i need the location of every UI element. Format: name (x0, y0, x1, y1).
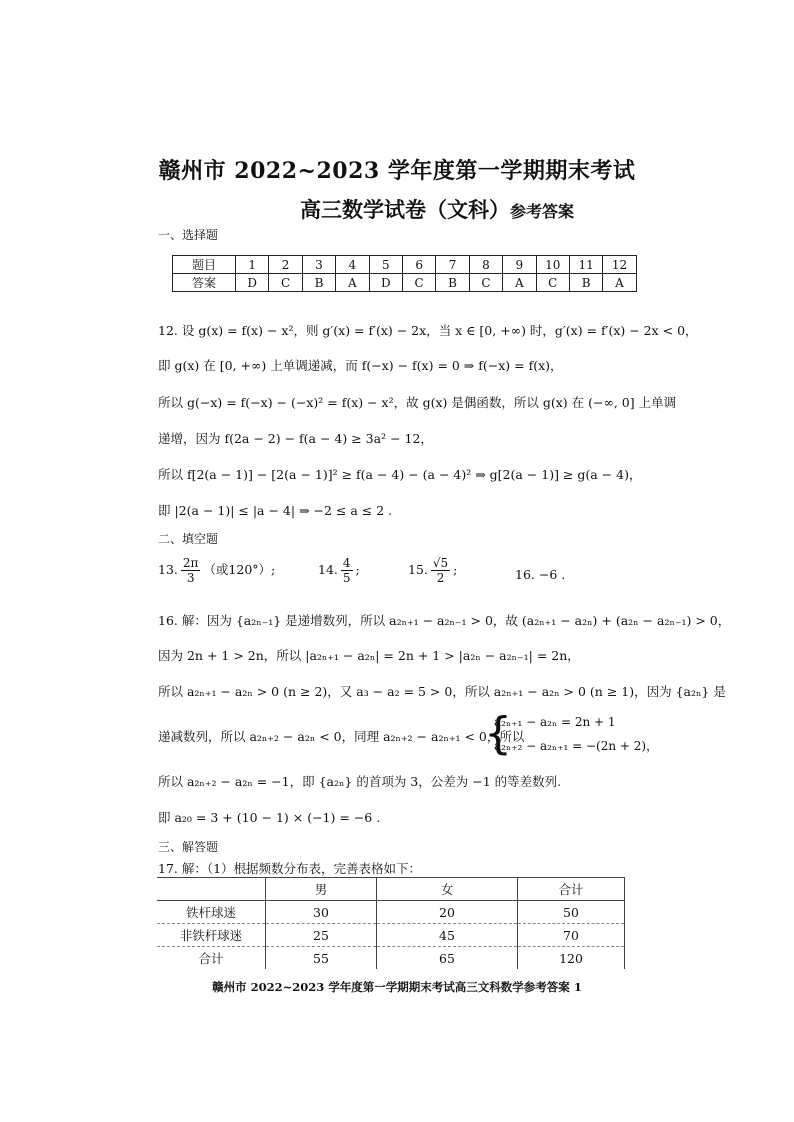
q12-line-5: 所以 f[2(a − 1)] − [2(a − 1)]² ≥ f(a − 4) − (a − 4)² ⇒ g[2(a − 1)] ≥ g(a − 4)， (158, 467, 642, 482)
answer-13 (158, 556, 275, 585)
table-cell: 65 (377, 947, 518, 970)
q17-intro: 17. 解：（1）根据频数分布表，完善表格如下： (158, 861, 422, 876)
question-number: 9 (503, 256, 536, 274)
answer-cell: A (336, 274, 369, 292)
q16-system-eq-1: a₂ₙ₊₁ − a₂ₙ = 2n + 1 (494, 715, 616, 729)
question-number: 1 (236, 256, 269, 274)
answer-15-denominator: 2 (436, 571, 445, 585)
answer-15-end: ; (453, 562, 458, 577)
answer-15 (408, 556, 457, 585)
q16-system-eq-2-text: a₂ₙ₊₂ − a₂ₙ₊₁ = −(2n + 2) (494, 739, 647, 753)
table-row (157, 947, 625, 970)
table-cell: 铁杆球迷 (157, 901, 266, 924)
page-title: 赣州市 2022~2023 学年度第一学期期末考试 (158, 158, 636, 184)
answer-13-note: （或120°）; (203, 562, 276, 577)
q16-line-1: 16. 解：因为 {a₂ₙ₋₁} 是递增数列，所以 a₂ₙ₊₁ − a₂ₙ₋₁ > 0，故 (a₂ₙ₊₁ − a₂ₙ) + (a₂ₙ − a₂ₙ₋₁) > 0， (158, 613, 731, 628)
answer-cell: B (302, 274, 335, 292)
table-cell: 50 (518, 901, 625, 924)
system-brace-icon: { (484, 708, 512, 759)
section-heading-fill: 二、填空题 (158, 532, 219, 546)
answer-14-end: ; (355, 562, 360, 577)
answer-15-fraction (431, 556, 450, 585)
q16-line-2: 因为 2n + 1 > 2n，所以 |a₂ₙ₊₁ − a₂ₙ| = 2n + 1 > |a₂ₙ − a₂ₙ₋₁| = 2n， (158, 648, 580, 663)
subtitle-main: 高三数学试卷（文科） (300, 197, 510, 222)
question-number: 11 (569, 256, 602, 274)
q16-line-4: 递减数列，所以 a₂ₙ₊₂ − a₂ₙ < 0，同理 a₂ₙ₊₂ − a₂ₙ₊₁ < 0，所以 (158, 729, 525, 744)
q16-line-5: 所以 a₂ₙ₊₂ − a₂ₙ = −1，即 {a₂ₙ} 的首项为 3，公差为 −1 的等差数列. (158, 774, 562, 789)
q12-line-6: 即 |2(a − 1)| ≤ |a − 4| ⇒ −2 ≤ a ≤ 2 . (158, 503, 393, 518)
answer-14-fraction (341, 556, 353, 585)
answer-cell: D (236, 274, 269, 292)
answer-cell: C (536, 274, 569, 292)
answer-14-numerator: 4 (342, 556, 351, 570)
table-cell: 55 (266, 947, 377, 970)
answer-13-fraction (181, 556, 201, 585)
table-header-cell (157, 878, 266, 901)
section-heading-choice: 一、选择题 (158, 228, 219, 242)
answer-table-number-row (173, 256, 637, 274)
answer-cell: D (369, 274, 402, 292)
table-cell: 非铁杆球迷 (157, 924, 266, 947)
q12-line-2: 即 g(x) 在 [0, +∞) 上单调递减，而 f(−x) − f(x) = 0 ⇒ f(−x) = f(x)， (158, 358, 563, 373)
row-header-question: 题目 (173, 256, 236, 274)
answer-cell: C (469, 274, 502, 292)
question-number: 8 (469, 256, 502, 274)
q12-line-4: 递增，因为 f(2a − 2) − f(a − 4) ≥ 3a² − 12， (158, 431, 433, 446)
answer-cell: A (503, 274, 536, 292)
table-cell: 30 (266, 901, 377, 924)
q16-system-end: ， (646, 739, 659, 753)
answer-14-label: 14. (318, 562, 338, 577)
answer-13-denominator: 3 (186, 571, 195, 585)
table-cell: 70 (518, 924, 625, 947)
subtitle-suffix: 参考答案 (510, 202, 575, 221)
q16-line-6: 即 a₂₀ = 3 + (10 − 1) × (−1) = −6 . (158, 810, 381, 825)
table-cell: 120 (518, 947, 625, 970)
table-cell: 25 (266, 924, 377, 947)
table-cell: 20 (377, 901, 518, 924)
answer-cell: B (569, 274, 602, 292)
q12-line-1: 12. 设 g(x) = f(x) − x²，则 g′(x) = f′(x) − 2x，当 x ∈ [0, +∞) 时，g′(x) = f′(x) − 2x < 0， (158, 323, 698, 338)
question-number: 5 (369, 256, 402, 274)
question-number: 4 (336, 256, 369, 274)
page-footer: 赣州市 2022~2023 学年度第一学期期末考试高三文科数学参考答案 1 (212, 980, 582, 994)
answer-15-numerator: √5 (432, 556, 449, 570)
page-subtitle (300, 194, 574, 224)
answer-14 (318, 556, 360, 585)
table-cell: 合计 (157, 947, 266, 970)
contingency-table (157, 877, 625, 969)
answer-cell: B (436, 274, 469, 292)
question-number: 12 (603, 256, 636, 274)
answer-15-label: 15. (408, 562, 428, 577)
q16-system-eq-2 (494, 737, 658, 754)
answer-cell: C (402, 274, 435, 292)
question-number: 7 (436, 256, 469, 274)
table-header-cell: 女 (377, 878, 518, 901)
answer-cell: C (269, 274, 302, 292)
table-row (157, 924, 625, 947)
answer-13-numerator: 2π (182, 556, 199, 570)
answer-14-denominator: 5 (342, 571, 351, 585)
question-number: 10 (536, 256, 569, 274)
table-cell: 45 (377, 924, 518, 947)
row-header-answer: 答案 (173, 274, 236, 292)
table-header-row (157, 878, 625, 901)
answer-16: 16. −6 . (515, 567, 566, 582)
answer-cell: A (603, 274, 636, 292)
question-number: 3 (302, 256, 335, 274)
answer-table (172, 255, 637, 292)
q12-line-3: 所以 g(−x) = f(−x) − (−x)² = f(x) − x²，故 g(x) 是偶函数，所以 g(x) 在 (−∞, 0] 上单调 (158, 395, 677, 410)
answer-13-label: 13. (158, 562, 178, 577)
answer-table-answer-row (173, 274, 637, 292)
question-number: 2 (269, 256, 302, 274)
table-header-cell: 合计 (518, 878, 625, 901)
question-number: 6 (402, 256, 435, 274)
table-header-cell: 男 (266, 878, 377, 901)
table-row (157, 901, 625, 924)
section-heading-solution: 三、解答题 (158, 840, 219, 854)
q16-line-3: 所以 a₂ₙ₊₁ − a₂ₙ > 0 (n ≥ 2)，又 a₃ − a₂ = 5 > 0，所以 a₂ₙ₊₁ − a₂ₙ > 0 (n ≥ 1)，因为 {a₂ₙ} 是 (158, 684, 726, 699)
